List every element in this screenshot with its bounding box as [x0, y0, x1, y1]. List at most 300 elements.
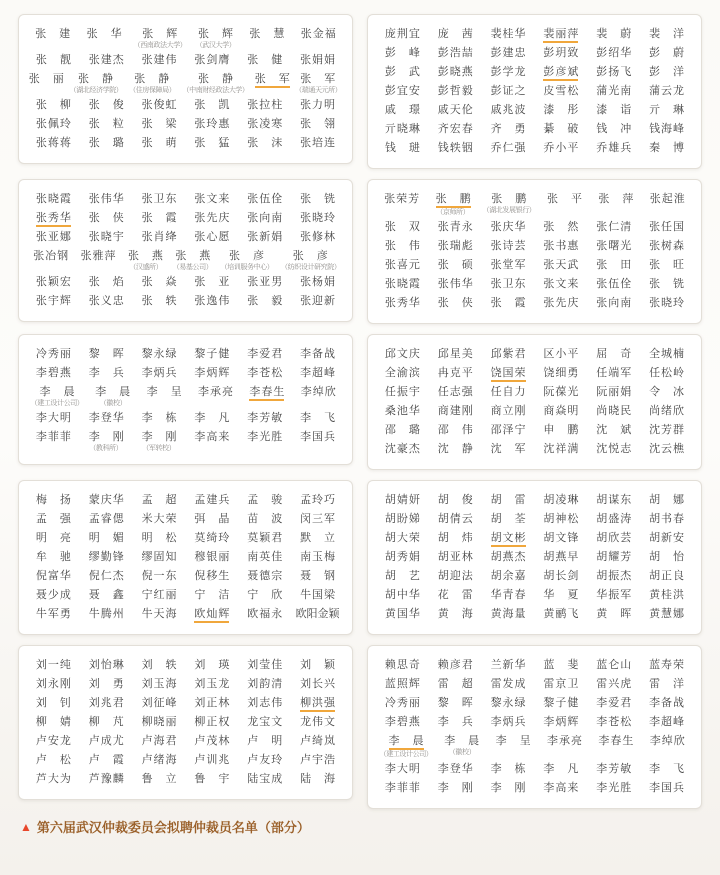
person-name: 李高来: [194, 430, 230, 443]
person-name: 聂鑫: [88, 588, 124, 601]
name-cell: [142, 135, 177, 152]
name-cell: [142, 676, 177, 693]
name-cell: [385, 422, 420, 439]
person-name: 龙伟文: [300, 715, 336, 728]
name-cell: [491, 606, 526, 623]
person-name: 张堂军: [490, 258, 526, 271]
name-panel-2: [367, 14, 702, 169]
person-name: 沈悦志: [596, 442, 632, 455]
name-cell: [543, 346, 578, 363]
name-row: [27, 657, 344, 674]
name-cell: [36, 587, 71, 604]
name-row: [376, 238, 693, 255]
name-cell: [596, 606, 631, 623]
name-cell: [300, 587, 335, 604]
name-cell: [543, 676, 578, 693]
name-cell: [170, 248, 215, 272]
name-cell: [89, 714, 124, 731]
name-cell: [491, 695, 526, 712]
name-cell: [649, 657, 684, 674]
name-cell: [385, 761, 420, 778]
person-name: 张双: [384, 220, 420, 233]
name-cell: [649, 45, 684, 62]
person-name: 蓝斐: [543, 658, 579, 671]
name-cell: [194, 116, 229, 133]
name-cell: [140, 429, 178, 453]
name-cell: [438, 587, 473, 604]
name-row: [376, 568, 693, 585]
name-cell: [130, 26, 190, 50]
person-name: 张伍佺: [596, 277, 632, 290]
person-name: 胡新安: [649, 531, 685, 544]
name-cell: [491, 257, 526, 274]
name-cell: [301, 26, 336, 43]
person-name: 张晓霞: [384, 277, 420, 290]
name-cell: [300, 346, 335, 363]
person-name: 黎晖: [437, 696, 473, 709]
name-cell: [300, 229, 335, 246]
name-row: [27, 97, 344, 114]
name-cell: [142, 606, 177, 623]
name-cell: [385, 511, 420, 528]
name-cell: [36, 97, 71, 114]
person-name: 聂德宗: [247, 569, 283, 582]
name-cell: [491, 761, 526, 778]
person-name: 钱冲: [596, 122, 632, 135]
name-cell: [147, 384, 182, 401]
name-cell: [596, 121, 631, 138]
name-cell: [36, 771, 71, 788]
person-name: 冷秀丽: [384, 696, 420, 709]
person-name: 张瑞彪: [437, 239, 473, 252]
name-cell: [142, 492, 177, 509]
person-name: 卢海君: [141, 734, 177, 747]
name-cell: [194, 429, 229, 446]
highlighted-name: 李春生: [249, 384, 284, 401]
name-cell: [194, 587, 229, 604]
name-cell: [385, 276, 420, 293]
person-name: 张修林: [300, 230, 336, 243]
person-name: 胡俊: [437, 493, 473, 506]
name-cell: [89, 191, 124, 208]
name-cell: [650, 733, 685, 750]
name-row: [27, 191, 344, 208]
name-cell: [650, 191, 685, 208]
name-cell: [36, 606, 71, 623]
name-cell: [596, 530, 631, 547]
name-cell: [596, 587, 631, 604]
name-cell: [194, 410, 229, 427]
person-name: 张蒋蒋: [35, 136, 71, 149]
person-name: 李炳兵: [141, 366, 177, 379]
name-cell: [36, 733, 71, 750]
name-row: [376, 403, 693, 420]
name-cell: [543, 365, 578, 382]
person-name: 胡秀娟: [384, 550, 420, 563]
name-cell: [89, 549, 124, 566]
person-name: 李栋: [490, 762, 526, 775]
name-cell: [649, 422, 684, 439]
name-row: [27, 733, 344, 750]
highlighted-name: 柳洪强: [300, 695, 335, 712]
person-name: 张梁: [141, 117, 177, 130]
person-name: 张曙光: [596, 239, 632, 252]
person-name: 倪仁杰: [88, 569, 124, 582]
name-row: [376, 140, 693, 157]
person-name: 卢绮岚: [300, 734, 336, 747]
name-row: [27, 116, 344, 133]
person-name: 张拉柱: [247, 98, 283, 111]
person-name: 皮雪松: [543, 84, 579, 97]
person-name: 张燕: [175, 249, 211, 262]
name-cell: [36, 135, 71, 152]
person-name: 张华: [86, 27, 122, 40]
person-name: 孟超: [141, 493, 177, 506]
name-cell: [438, 657, 473, 674]
person-name: 张起淮: [649, 192, 685, 205]
name-cell: [300, 116, 335, 133]
person-name: 李刚: [141, 430, 177, 443]
person-name: 邱紫君: [490, 347, 526, 360]
person-name: 陆海: [300, 772, 336, 785]
person-name: 漆诣: [596, 103, 632, 116]
person-name: 李芳敏: [247, 411, 283, 424]
affiliation-note: （徽校）: [448, 748, 475, 756]
name-cell: [438, 384, 473, 401]
name-cell: [649, 276, 684, 293]
person-name: 乔仁强: [490, 141, 526, 154]
name-cell: [89, 568, 124, 585]
name-cell: [543, 121, 578, 138]
name-cell: [300, 293, 335, 310]
person-name: 刘征峰: [141, 696, 177, 709]
person-name: 邵璐: [384, 423, 420, 436]
name-cell: [35, 26, 70, 43]
name-cell: [89, 606, 124, 623]
person-name: 刘正林: [194, 696, 230, 709]
name-cell: [300, 657, 335, 674]
name-cell: [385, 121, 420, 138]
person-name: 胡长剑: [543, 569, 579, 582]
person-name: 张伟华: [88, 192, 124, 205]
name-row: [376, 276, 693, 293]
person-name: 李炳辉: [194, 366, 230, 379]
person-name: 尚晓民: [596, 404, 632, 417]
name-cell: [649, 606, 684, 623]
person-name: 胡振杰: [596, 569, 632, 582]
person-name: 南玉梅: [300, 550, 336, 563]
person-name: 张晓玲: [300, 211, 336, 224]
name-panel-6: [367, 334, 702, 470]
person-name: 刘兆君: [88, 696, 124, 709]
person-name: 张彦: [292, 249, 328, 262]
name-cell: [491, 587, 526, 604]
person-name: 黄海: [437, 607, 473, 620]
person-name: 欧福永: [247, 607, 283, 620]
person-name: 任志强: [437, 385, 473, 398]
person-name: 彭学龙: [490, 65, 526, 78]
person-name: 任振宇: [384, 385, 420, 398]
person-name: 刘勇: [88, 677, 124, 690]
person-name: 李苍松: [596, 715, 632, 728]
name-cell: [36, 210, 71, 227]
name-cell: [194, 293, 229, 310]
person-name: 张亚娜: [35, 230, 71, 243]
person-name: 李炳兵: [490, 715, 526, 728]
name-cell: [649, 26, 684, 43]
person-name: 柳芃: [88, 715, 124, 728]
person-name: 冷秀丽: [35, 347, 71, 360]
person-name: 李超峰: [300, 366, 336, 379]
name-cell: [385, 587, 420, 604]
person-name: 张卫东: [490, 277, 526, 290]
person-name: 刘莹佳: [247, 658, 283, 671]
person-name: 李碧燕: [35, 366, 71, 379]
name-row: [376, 587, 693, 604]
person-name: 邵泽宁: [490, 423, 526, 436]
person-name: 戚兆波: [490, 103, 526, 116]
name-row: [376, 714, 693, 731]
name-cell: [89, 293, 124, 310]
person-name: 明松: [141, 531, 177, 544]
name-cell: [543, 780, 578, 797]
name-cell: [300, 52, 335, 69]
name-cell: [491, 295, 526, 312]
name-row: [376, 384, 693, 401]
person-name: 倪富华: [35, 569, 71, 582]
name-cell: [194, 568, 229, 585]
person-name: 明媚: [88, 531, 124, 544]
person-name: 卢友玲: [247, 753, 283, 766]
name-cell: [438, 606, 473, 623]
name-cell: [89, 771, 124, 788]
person-name: 彭浩喆: [437, 46, 473, 59]
name-cell: [491, 121, 526, 138]
person-name: 胡燕早: [543, 550, 579, 563]
name-cell: [438, 219, 473, 236]
name-cell: [142, 657, 177, 674]
name-cell: [596, 346, 631, 363]
person-name: 沈静: [437, 442, 473, 455]
person-name: 全城楠: [649, 347, 685, 360]
name-cell: [444, 733, 479, 757]
name-row: [27, 752, 344, 769]
person-name: 张猛: [194, 136, 230, 149]
name-cell: [649, 676, 684, 693]
name-cell: [491, 140, 526, 157]
person-name: 黎永绿: [141, 347, 177, 360]
person-name: 张沫: [247, 136, 283, 149]
person-name: 孟建兵: [194, 493, 230, 506]
name-cell: [596, 695, 631, 712]
name-panel-4: [367, 179, 702, 324]
person-name: 刘玉海: [141, 677, 177, 690]
name-cell: [596, 238, 631, 255]
name-row: [27, 676, 344, 693]
name-cell: [247, 116, 282, 133]
person-name: 芦豫麟: [88, 772, 124, 785]
person-name: 张璐: [88, 136, 124, 149]
name-cell: [277, 248, 345, 272]
name-cell: [596, 365, 631, 382]
person-name: 张娟娟: [300, 53, 336, 66]
name-cell: [300, 549, 335, 566]
name-cell: [194, 274, 229, 291]
name-row: [376, 257, 693, 274]
person-name: 李光胜: [247, 430, 283, 443]
name-cell: [649, 64, 684, 81]
name-row: [376, 441, 693, 458]
name-cell: [543, 549, 578, 566]
name-row: [376, 64, 693, 81]
person-name: 胡婧妍: [384, 493, 420, 506]
name-cell: [300, 274, 335, 291]
person-name: 李碧燕: [384, 715, 420, 728]
person-name: 华夏: [543, 588, 579, 601]
name-row: [376, 219, 693, 236]
person-name: 张先庆: [543, 296, 579, 309]
person-name: 张逸伟: [194, 294, 230, 307]
name-cell: [36, 511, 71, 528]
person-name: 李凡: [194, 411, 230, 424]
name-cell: [255, 71, 290, 88]
person-name: 张静: [198, 72, 233, 85]
affiliation-note: （教科所）: [89, 444, 123, 452]
person-name: 卢明: [247, 734, 283, 747]
name-row: [27, 52, 344, 69]
name-cell: [385, 695, 420, 712]
person-name: 邱星美: [437, 347, 473, 360]
person-name: 张静: [78, 72, 113, 85]
name-cell: [29, 71, 64, 88]
name-cell: [491, 714, 526, 731]
name-row: [376, 26, 693, 43]
name-cell: [385, 384, 420, 401]
person-name: 任松岭: [649, 366, 685, 379]
person-name: 张硕: [437, 258, 473, 271]
person-name: 桑池华: [384, 404, 420, 417]
name-cell: [596, 441, 631, 458]
name-cell: [649, 568, 684, 585]
name-cell: [596, 780, 631, 797]
name-panel-7: [18, 480, 353, 635]
person-name: 牛天海: [141, 607, 177, 620]
person-name: 孟强: [35, 512, 71, 525]
name-cell: [438, 422, 473, 439]
name-cell: [385, 45, 420, 62]
person-name: 李备战: [649, 696, 685, 709]
person-name: 齐宏春: [437, 122, 473, 135]
person-name: 彭峰: [384, 46, 420, 59]
name-cell: [543, 26, 578, 43]
person-name: 张秀华: [384, 296, 420, 309]
name-cell: [36, 410, 71, 427]
name-cell: [36, 346, 71, 363]
name-cell: [543, 140, 578, 157]
person-name: 刘韵清: [247, 677, 283, 690]
name-cell: [89, 135, 124, 152]
name-cell: [438, 441, 473, 458]
name-cell: [89, 365, 124, 382]
name-cell: [385, 568, 420, 585]
name-cell: [596, 549, 631, 566]
name-cell: [36, 52, 71, 69]
name-cell: [596, 276, 631, 293]
person-name: 胡怡: [649, 550, 685, 563]
person-name: 张天武: [543, 258, 579, 271]
name-cell: [194, 733, 229, 750]
name-cell: [543, 219, 578, 236]
name-cell: [385, 492, 420, 509]
person-name: 龙宝文: [247, 715, 283, 728]
name-cell: [247, 657, 282, 674]
name-cell: [491, 657, 526, 674]
person-name: 张宇辉: [35, 294, 71, 307]
affiliation-note: （易基公司）: [173, 263, 213, 271]
person-name: 宁洁: [194, 588, 230, 601]
person-name: 胡大荣: [384, 531, 420, 544]
person-name: 张萌: [141, 136, 177, 149]
person-name: 张诗芸: [490, 239, 526, 252]
name-cell: [491, 238, 526, 255]
name-cell: [649, 121, 684, 138]
person-name: 张俊: [88, 98, 124, 111]
person-name: 蒲云龙: [649, 84, 685, 97]
name-cell: [438, 676, 473, 693]
name-row: [376, 761, 693, 778]
name-cell: [543, 530, 578, 547]
person-name: 倪移生: [194, 569, 230, 582]
person-name: 刘玉龙: [194, 677, 230, 690]
person-name: 张平: [546, 192, 582, 205]
caption-text: 第六届武汉仲裁委员会拟聘仲裁员名单（部分）: [36, 820, 310, 835]
name-cell: [596, 140, 631, 157]
person-name: 蓝寿荣: [649, 658, 685, 671]
name-cell: [27, 384, 87, 408]
person-name: 李飞: [649, 762, 685, 775]
person-name: 张燕: [127, 249, 163, 262]
name-cell: [543, 511, 578, 528]
person-name: 张军: [300, 72, 336, 85]
person-name: 令冰: [649, 385, 685, 398]
name-cell: [491, 276, 526, 293]
name-cell: [649, 761, 684, 778]
name-row: [27, 410, 344, 427]
name-cell: [649, 219, 684, 236]
name-cell: [142, 191, 177, 208]
name-cell: [649, 780, 684, 797]
name-cell: [479, 191, 539, 215]
affiliation-note: （中南财经政法大学）: [182, 86, 249, 94]
person-name: 戚天伦: [437, 103, 473, 116]
person-name: 彭绍华: [596, 46, 632, 59]
person-name: 李大明: [384, 762, 420, 775]
person-name: 乔小平: [543, 141, 579, 154]
person-name: 胡文锋: [543, 531, 579, 544]
name-cell: [543, 695, 578, 712]
name-cell: [543, 587, 578, 604]
name-cell: [543, 492, 578, 509]
name-cell: [438, 695, 473, 712]
person-name: 米大荣: [141, 512, 177, 525]
highlighted-name: 李晨: [389, 733, 424, 750]
person-name: 胡耀芳: [596, 550, 632, 563]
name-cell: [491, 511, 526, 528]
person-name: 李晨: [95, 385, 131, 398]
person-name: 芦大为: [35, 772, 71, 785]
name-cell: [649, 102, 684, 119]
name-row: [27, 365, 344, 382]
